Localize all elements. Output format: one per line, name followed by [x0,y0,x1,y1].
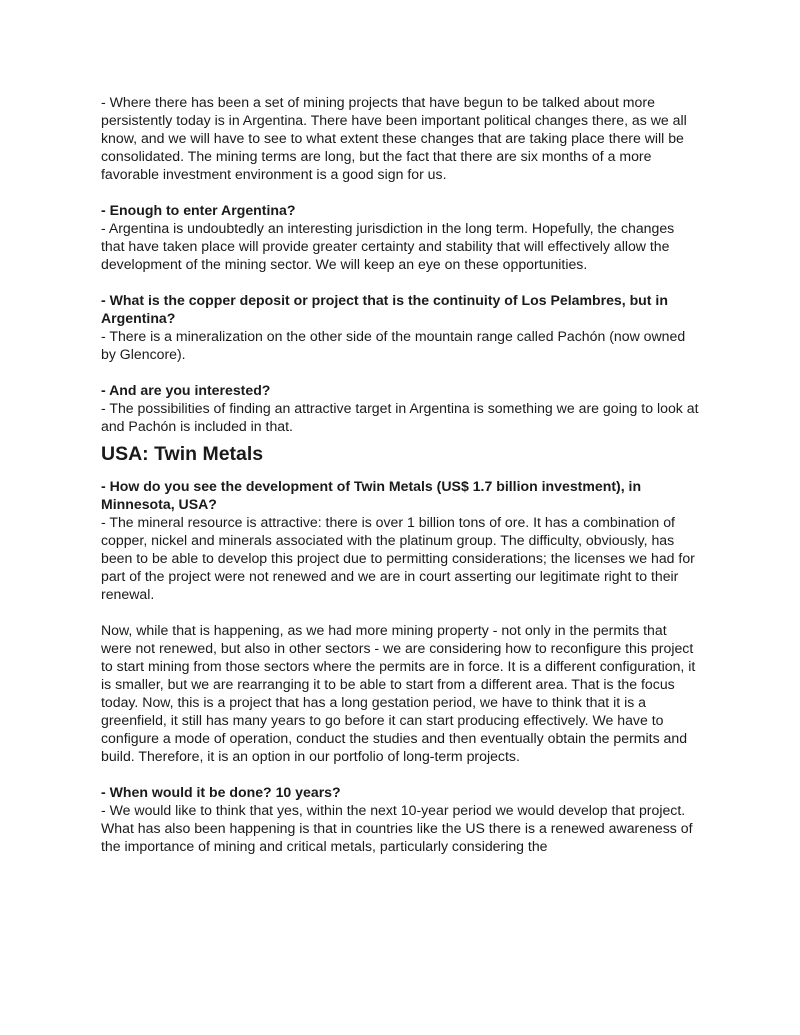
answer-paragraph: - Where there has been a set of mining projects that have begun to be talked about more persistently today is in Argentina. There have been important political changes there, as we all know, and we will have to see to what extent these changes that are taking place there will be consolidated. The mining terms are long, but the fact that there are six months of a more favorable investment environment is a good sign for us. [101,94,687,182]
question-heading: - And are you interested? [101,382,271,398]
paragraph-gap [101,765,701,783]
section-heading: USA: Twin Metals [101,443,264,465]
answer-paragraph: - The mineral resource is attractive: there is over 1 billion tons of ore. It has a combination of copper, nickel and minerals associated with the platinum group. The difficulty, obviously, has been to be able to develop this project due to permitting considerations; the licenses we had for part of the project were not renewed and we are in court asserting our legitimate right to their renewal. [101,514,695,602]
paragraph-gap [101,363,701,381]
paragraph-gap [101,273,701,291]
answer-paragraph: Now, while that is happening, as we had more mining property - not only in the permits that were not renewed, but also in other sectors - we are considering how to reconfigure this project to start mining from those sectors where the permits are in force. It is a different configuration, it is smaller, but we are rearranging it to be able to start from a different area. That is the focus today. Now, this is a project that has a long gestation period, we have to think that it is a greenfield, it still has many years to go before it can start producing effectively. We have to configure a mode of operation, conduct the studies and then eventually obtain the permits and build. Therefore, it is an option in our portfolio of long-term projects. [101,622,696,764]
paragraph-gap [101,183,701,201]
question-heading: - How do you see the development of Twin Metals (US$ 1.7 billion investment), in Minnesota, USA? [101,478,642,512]
question-heading: - When would it be done? 10 years? [101,784,341,800]
answer-paragraph: What has also been happening is that in countries like the US there is a renewed awareness of the importance of mining and critical metals, particularly considering the [101,820,693,854]
answer-paragraph: - There is a mineralization on the other side of the mountain range called Pachón (now owned by Glencore). [101,328,686,362]
answer-paragraph: - Argentina is undoubtedly an interesting jurisdiction in the long term. Hopefully, the changes that have taken place will provide greater certainty and stability that will effectively allow the development of the mining sector. We will keep an eye on these opportunities. [101,220,675,272]
paragraph-gap [101,603,701,621]
answer-paragraph: - The possibilities of finding an attractive target in Argentina is something we are going to look at and Pachón is included in that. [101,400,699,434]
question-heading: - Enough to enter Argentina? [101,202,296,218]
question-heading: - What is the copper deposit or project that is the continuity of Los Pelambres, but in Argentina? [101,292,668,326]
document-page [101,93,701,855]
answer-paragraph: - We would like to think that yes, within the next 10-year period we would develop that project. [101,802,686,818]
